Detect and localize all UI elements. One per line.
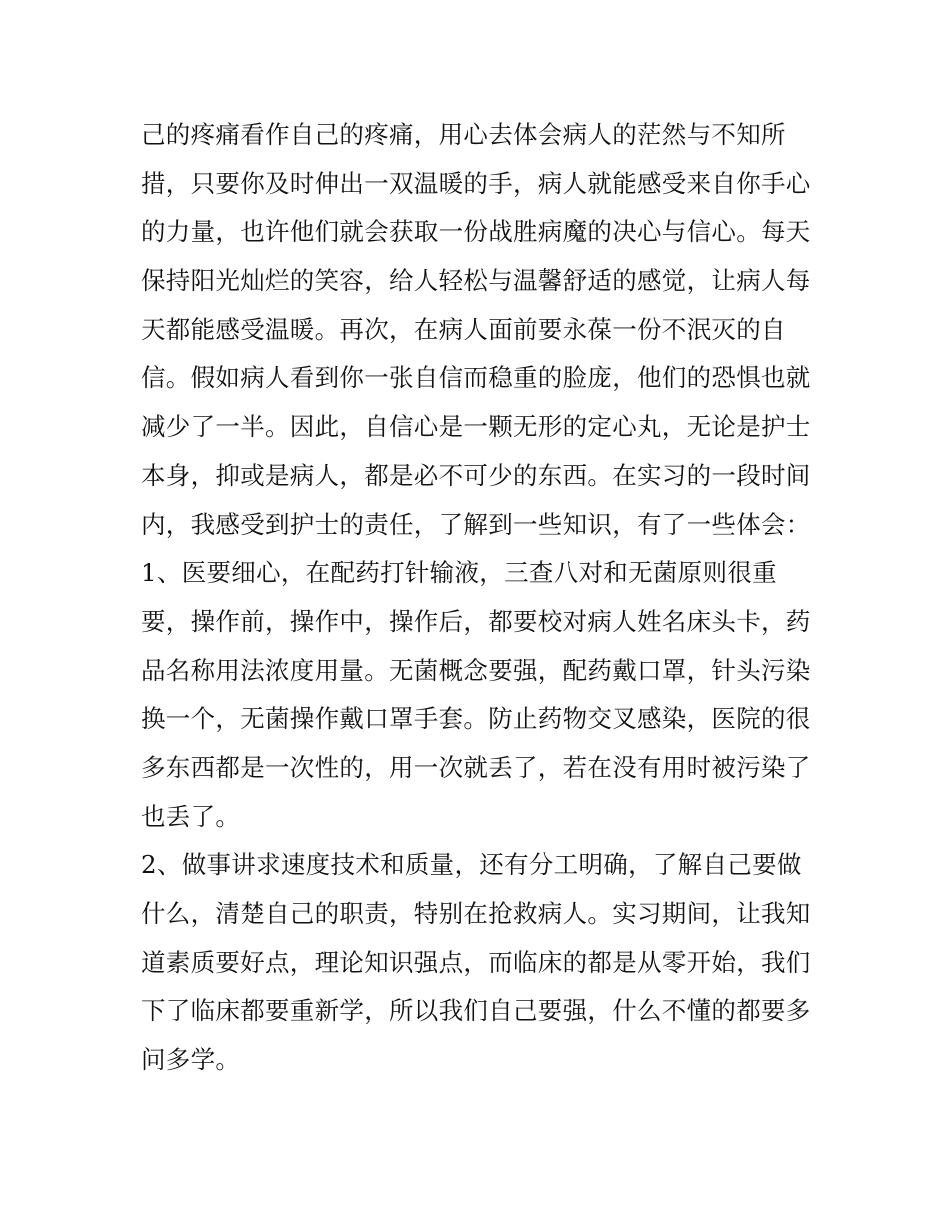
document-body [141,111,821,1085]
text-line: 己的疼痛看作自己的疼痛，用心去体会病人的茫然与不知所 [141,120,786,149]
text-line: 换一个，无菌操作戴口罩手套。防止药物交叉感染，医院的很 [141,704,811,734]
text-line: 的力量，也许他们就会获取一份战胜病魔的决心与信心。每天 [141,217,811,247]
text-line: 减少了一半。因此，自信心是一颗无形的定心丸，无论是护士 [141,412,811,442]
text-line: 问多学。 [141,1045,241,1075]
text-line: 品名称用法浓度用量。无菌概念要强，配药戴口罩，针头污染 [141,655,811,685]
text-line: 下了临床都要重新学，所以我们自己要强，什么不懂的都要多 [141,996,811,1026]
text-line: 本身，抑或是病人，都是必不可少的东西。在实习的一段时间 [141,460,811,490]
text-line: 也丢了。 [141,801,241,831]
text-line: 措，只要你及时伸出一双温暖的手，病人就能感受来自你手心 [141,168,811,198]
text-line: 多东西都是一次性的，用一次就丢了，若在没有用时被污染了 [141,752,811,782]
text-line: 信。假如病人看到你一张自信而稳重的脸庞，他们的恐惧也就 [141,363,811,393]
text-line: 保持阳光灿烂的笑容，给人轻松与温馨舒适的感觉，让病人每 [141,266,811,296]
text-line: 道素质要好点，理论知识强点，而临床的都是从零开始，我们 [141,947,811,977]
text-line: 什么，清楚自己的职责，特别在抢救病人。实习期间，让我知 [141,899,811,928]
list-item-1-line: 1、医要细心，在配药打针输液，三查八对和无菌原则很重 [141,558,777,588]
text-line: 内，我感受到护士的责任，了解到一些知识，有了一些体会： [141,509,811,539]
list-item-2-line: 2、做事讲求速度技术和质量，还有分工明确，了解自己要做 [141,850,802,880]
text-line: 天都能感受温暖。再次，在病人面前要永葆一份不泯灭的自 [141,314,786,344]
text-line: 要，操作前，操作中，操作后，都要校对病人姓名床头卡，药 [141,606,811,636]
